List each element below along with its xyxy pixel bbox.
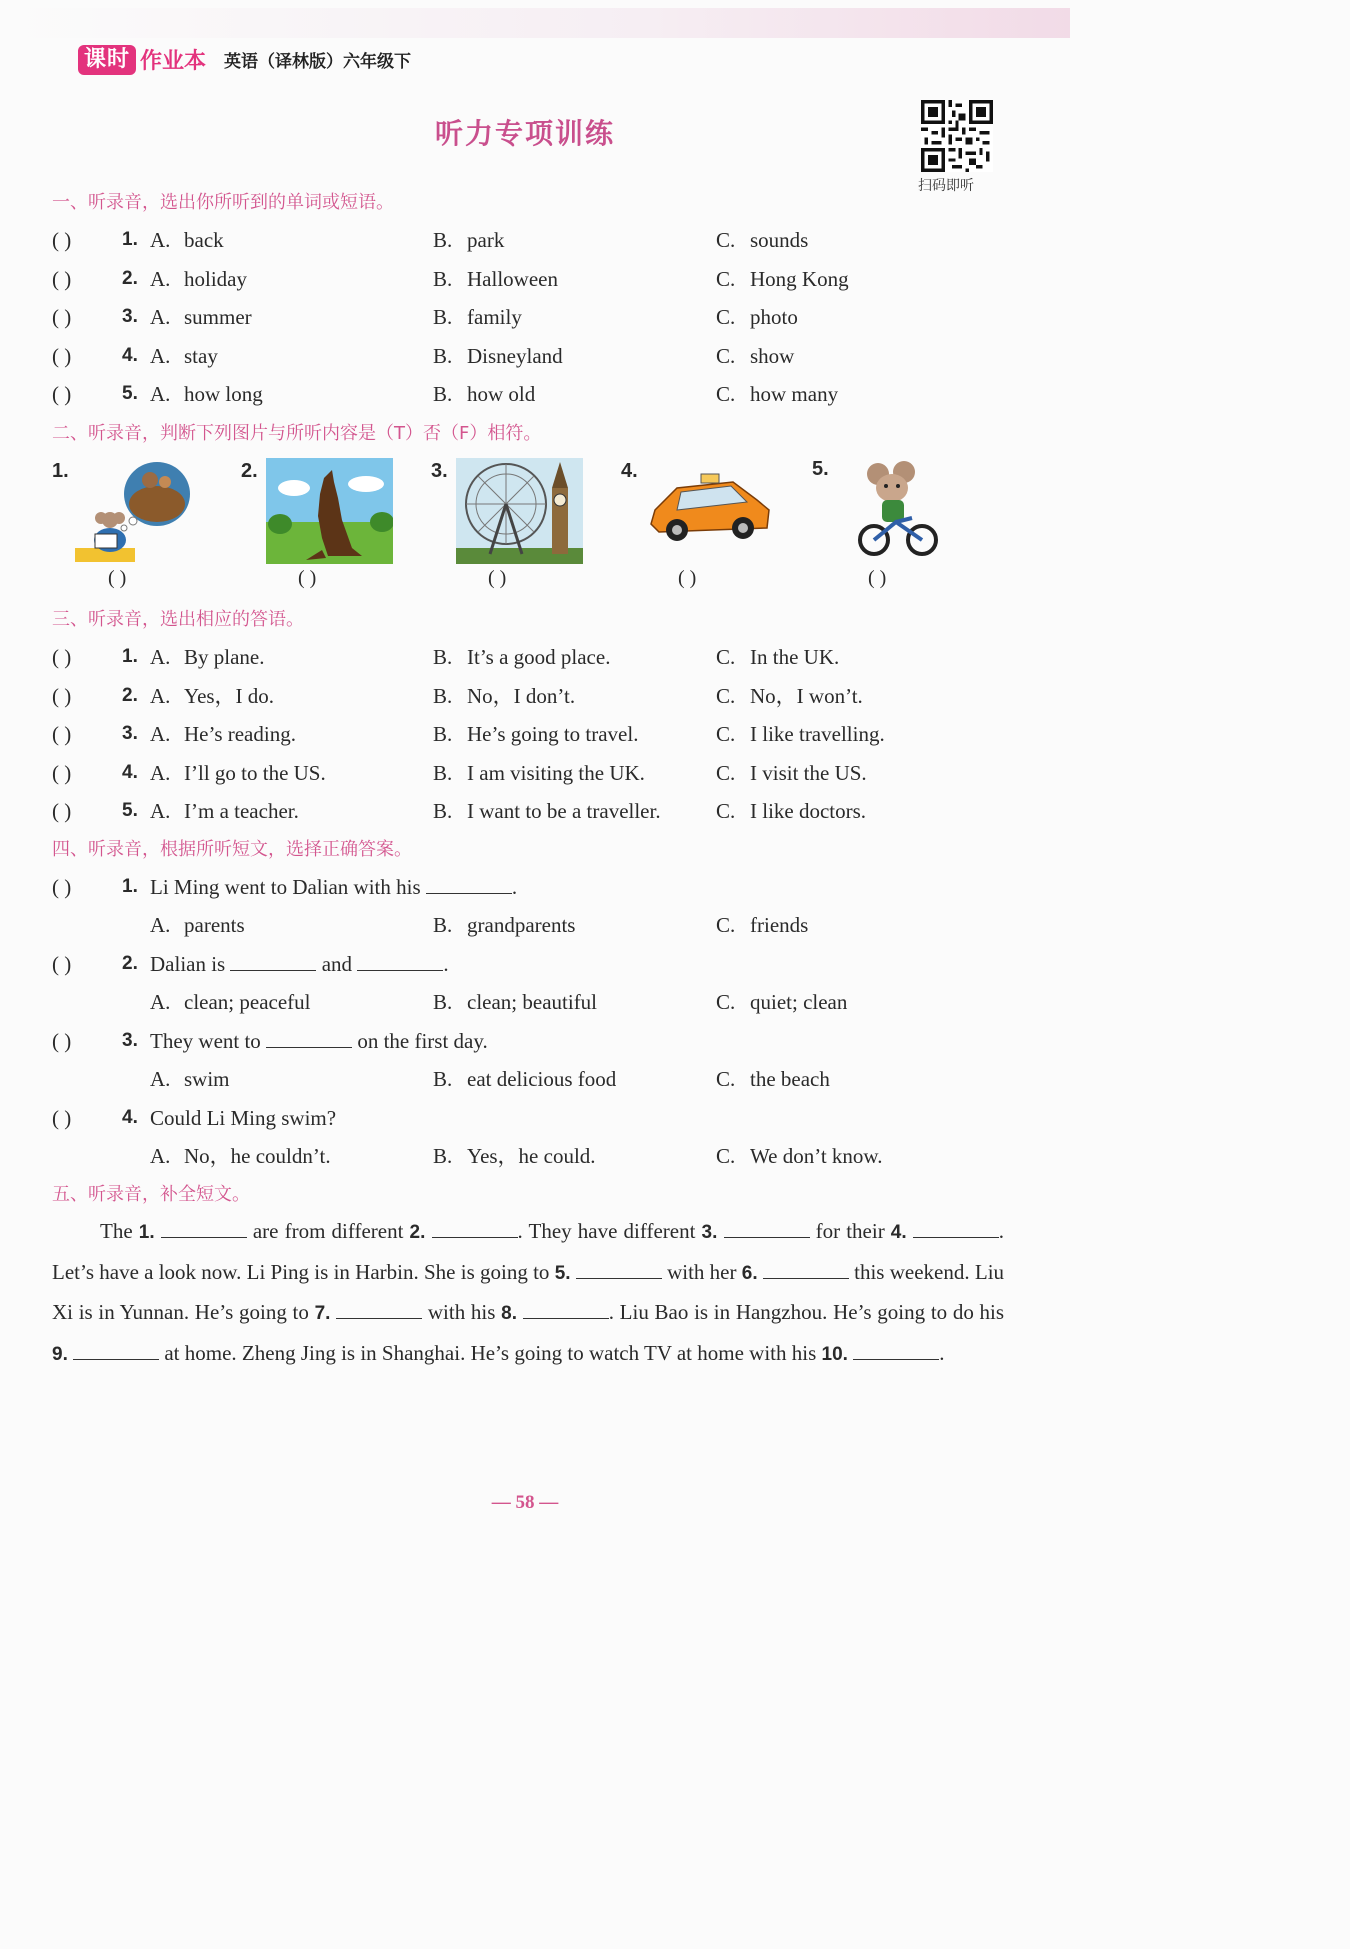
option-letter: A. [150,722,171,746]
section2-heading: 二、听录音，判断下列图片与所听内容是（T）否（F）相符。 [52,423,542,444]
option-a[interactable] [150,1141,331,1171]
option-letter: C. [716,343,736,368]
option-letter: C. [716,305,736,329]
question-row [52,642,1012,672]
option-letter: B. [433,722,453,746]
option-letter: B. [433,1144,453,1168]
option-letter: B. [433,799,453,823]
option-text: how many [750,382,839,406]
picture-number: 4. [621,460,638,482]
passage-text: . Liu Bao is in Hangzhou. He’s going to do his [608,1300,1005,1325]
answer-blank[interactable] [266,1027,352,1048]
picture-number: 5. [812,458,829,480]
question-number: 3. [122,723,138,744]
option-b[interactable] [433,719,638,749]
option-letter: A. [150,645,171,669]
stem-text: on the first day. [357,1029,488,1053]
option-text: No，I don’t. [467,683,576,708]
option-a[interactable] [150,987,311,1017]
answer-bracket[interactable]: ( ) [52,799,72,823]
answer-blank[interactable] [336,1298,422,1319]
blank-number: 5. [554,1262,571,1284]
option-text: family [467,305,522,329]
option-text: stay [184,343,218,368]
option-a[interactable] [150,681,274,711]
question-number: 4. [122,344,138,366]
question-number: 3. [122,306,138,327]
question-row [52,302,1012,332]
passage-text: with his [427,1300,496,1325]
question-row [52,949,1012,979]
option-a[interactable] [150,225,224,255]
option-a[interactable] [150,341,218,371]
option-a[interactable] [150,910,245,940]
answer-bracket[interactable]: ( ) [298,567,317,589]
question-number: 1. [122,646,138,667]
passage-text: The [100,1219,133,1243]
question-number: 4. [122,761,138,783]
question-number: 2. [122,267,138,289]
option-text: how old [467,382,536,406]
answer-bracket[interactable]: ( ) [52,382,72,406]
blank-number: 7. [314,1303,331,1325]
answer-blank[interactable] [853,1339,939,1360]
option-b[interactable] [433,225,504,255]
option-a[interactable] [150,796,299,826]
option-text: the beach [750,1067,830,1091]
answer-bracket[interactable]: ( ) [52,1029,72,1053]
option-b[interactable] [433,910,575,940]
answer-blank[interactable] [161,1217,247,1238]
answer-blank[interactable] [913,1217,999,1238]
option-text: He’s going to travel. [467,722,639,746]
stem-text: Dalian is [150,952,226,976]
blank-number: 2. [409,1222,426,1243]
option-text: Yes，he could. [467,1144,596,1168]
answer-blank[interactable] [523,1298,609,1319]
brand-name: 作业本 [140,49,207,74]
option-text: I like doctors. [750,799,867,823]
option-letter: C. [716,990,736,1014]
answer-blank[interactable] [426,873,512,894]
picture-number: 2. [241,460,258,482]
option-letter: A. [150,913,171,937]
option-a[interactable] [150,264,247,294]
option-a[interactable] [150,642,264,672]
section3-heading: 三、听录音，选出相应的答语。 [52,609,304,630]
option-text: friends [750,913,809,937]
option-letter: C. [716,722,736,746]
option-c[interactable] [716,1141,882,1171]
picture-number: 3. [431,460,448,482]
option-text: quiet; clean [750,990,848,1014]
option-text: In the UK. [750,645,840,669]
question-row [52,341,1012,371]
blank-number: 10. [821,1343,848,1365]
question-row [52,719,1012,749]
option-letter: C. [716,913,736,937]
option-letter: C. [716,1144,736,1168]
option-letter: B. [433,990,453,1014]
page-number: — 58 — [491,1492,559,1513]
question-number: 4. [122,1107,138,1128]
answer-bracket[interactable]: ( ) [868,567,887,589]
header [78,44,411,75]
option-c[interactable] [716,1064,830,1094]
question-row [52,872,1012,902]
answer-bracket[interactable]: ( ) [52,266,72,291]
stem-text: . [511,875,518,899]
option-letter: B. [433,760,453,785]
question-number: 2. [122,684,138,706]
option-letter: B. [433,683,453,708]
stem-text: and [321,952,353,976]
option-text: grandparents [467,913,576,937]
option-b[interactable] [433,987,597,1017]
option-c[interactable] [716,302,798,332]
option-c[interactable] [716,642,839,672]
question-row [52,264,1012,294]
blank-number: 6. [741,1262,758,1284]
option-letter: A. [150,683,171,708]
option-b[interactable] [433,642,610,672]
option-letter: B. [433,1067,453,1091]
answer-blank[interactable] [73,1339,159,1360]
option-letter: B. [433,913,453,937]
option-letter: A. [150,760,171,785]
option-text: photo [750,305,798,329]
option-text: park [467,228,505,252]
option-letter: B. [433,645,453,669]
question-stem [150,1026,488,1056]
answer-bracket[interactable]: ( ) [52,343,72,368]
blank-number: 8. [501,1303,517,1325]
question-number: 5. [122,800,138,821]
answer-blank[interactable] [576,1258,662,1279]
option-text: I’m a teacher. [184,799,299,823]
option-text: It’s a good place. [467,645,611,669]
option-letter: C. [716,228,736,252]
option-text: how long [184,382,263,406]
option-b[interactable] [433,264,558,294]
options-row [52,910,1012,940]
option-c[interactable] [716,264,849,294]
option-b[interactable] [433,1141,596,1171]
option-letter: A. [150,305,171,329]
option-text: I’ll go to the US. [184,760,326,785]
answer-blank[interactable] [357,950,443,971]
option-text: parents [184,913,245,937]
passage-text: at home. Zheng Jing is in Shanghai. He’s going to watch TV at home with his [164,1340,817,1365]
question-row [52,379,1012,409]
picture-number: 1. [52,460,69,482]
option-b[interactable] [433,796,661,826]
answer-bracket[interactable]: ( ) [52,645,72,669]
mouse-on-bike-picture-icon [852,460,944,558]
option-letter: C. [716,382,736,406]
question-number: 1. [122,876,138,897]
option-a[interactable] [150,1064,230,1094]
stem-text: . [443,952,449,976]
option-text: I like travelling. [750,722,885,746]
passage-text: this weekend. Liu Xi is in Yunnan. He’s going to [52,1259,1005,1325]
blank-number: 4. [890,1222,907,1243]
option-text: swim [184,1067,230,1091]
option-text: Hong Kong [750,266,849,291]
option-letter: C. [716,266,736,291]
option-c[interactable] [716,681,863,711]
answer-bracket[interactable]: ( ) [52,1106,72,1130]
option-text: We don’t know. [750,1144,883,1168]
option-a[interactable] [150,719,296,749]
option-text: I am visiting the UK. [467,760,645,785]
option-b[interactable] [433,681,575,711]
answer-bracket[interactable]: ( ) [678,567,697,589]
option-c[interactable] [716,379,838,409]
option-c[interactable] [716,341,794,371]
answer-bracket[interactable]: ( ) [52,305,72,329]
answer-blank[interactable] [432,1217,518,1238]
option-c[interactable] [716,796,866,826]
option-text: I want to be a traveller. [467,799,661,823]
question-stem [150,872,517,902]
option-letter: A. [150,266,171,291]
option-text: Halloween [467,266,558,291]
dreaming-mouse-picture-icon [75,458,190,566]
option-b[interactable] [433,379,535,409]
option-a[interactable] [150,758,326,788]
option-letter: A. [150,1067,171,1091]
option-c[interactable] [716,910,808,940]
option-text: clean; beautiful [467,990,598,1014]
option-text: No，I won’t. [750,683,863,708]
qr-code-icon[interactable] [921,100,993,172]
question-row [52,1026,1012,1056]
section5-heading: 五、听录音，补全短文。 [52,1184,250,1205]
option-letter: A. [150,228,171,252]
option-b[interactable] [433,1064,616,1094]
option-text: Disneyland [467,343,563,368]
options-row [52,987,1012,1017]
option-text: show [750,343,795,368]
section1-heading: 一、听录音，选出你所听到的单词或短语。 [52,192,394,213]
answer-bracket[interactable]: ( ) [52,875,72,899]
passage-text: . Let’s have a look now. Li Ping is in Harbin. She is going to [52,1219,1005,1284]
option-letter: C. [716,799,736,823]
option-letter: A. [150,343,171,368]
option-letter: C. [716,760,736,785]
option-a[interactable] [150,302,252,332]
option-b[interactable] [433,302,522,332]
question-row [52,1103,1012,1133]
option-letter: C. [716,645,736,669]
answer-blank[interactable] [724,1217,810,1238]
answer-bracket[interactable]: ( ) [52,228,72,252]
option-b[interactable] [433,758,645,788]
question-stem [150,949,449,979]
passage-text: for their [815,1219,885,1243]
page-title: 听力专项训练 [434,117,615,150]
answer-bracket[interactable]: ( ) [488,567,507,589]
option-text: Yes，I do. [184,683,275,708]
kangaroo-picture-icon [266,458,393,564]
option-letter: B. [433,343,453,368]
answer-blank[interactable] [763,1258,849,1279]
stem-text: They went to [150,1029,261,1053]
option-a[interactable] [150,379,263,409]
option-letter: A. [150,382,171,406]
blank-number: 9. [52,1343,68,1365]
top-decor-band [15,8,1070,38]
option-c[interactable] [716,758,867,788]
stem-text: Could Li Ming swim? [150,1106,337,1130]
question-number: 1. [122,229,138,250]
option-text: sounds [750,228,809,252]
option-text: holiday [184,266,247,291]
option-letter: B. [433,382,453,406]
taxi-picture-icon [647,470,773,546]
option-letter: A. [150,799,171,823]
option-b[interactable] [433,341,563,371]
answer-bracket[interactable]: ( ) [52,952,72,976]
question-number: 2. [122,953,138,974]
options-row [52,1064,1012,1094]
option-text: By plane. [184,645,265,669]
passage-text: . [939,1340,945,1365]
blank-number: 3. [701,1222,718,1243]
option-letter: B. [433,305,453,329]
answer-blank[interactable] [230,950,316,971]
option-text: eat delicious food [467,1067,617,1091]
option-text: No，he couldn’t. [184,1144,331,1168]
option-letter: B. [433,266,453,291]
answer-bracket[interactable]: ( ) [52,760,72,785]
answer-bracket[interactable]: ( ) [52,722,72,746]
options-row [52,1141,1012,1171]
question-stem [150,1103,336,1133]
question-row [52,225,1012,255]
option-letter: B. [433,228,453,252]
question-number: 3. [122,1030,138,1051]
section4-heading: 四、听录音，根据所听短文，选择正确答案。 [52,839,412,860]
answer-bracket[interactable]: ( ) [52,683,72,708]
passage-text: are from different [252,1219,404,1243]
question-row [52,681,1012,711]
option-letter: C. [716,683,736,708]
passage-text: with her [667,1259,737,1284]
option-text: He’s reading. [184,722,296,746]
question-row [52,758,1012,788]
question-row [52,796,1012,826]
option-c[interactable] [716,719,885,749]
question-number: 5. [122,383,138,404]
brand-logo: 课时 [78,45,136,75]
option-text: back [184,228,224,252]
option-letter: A. [150,990,171,1014]
option-letter: C. [716,1067,736,1091]
option-letter: A. [150,1144,171,1168]
option-c[interactable] [716,225,808,255]
qr-label: 扫码即听 [918,178,974,194]
answer-bracket[interactable]: ( ) [108,567,127,589]
cloze-passage [52,1212,1004,1374]
passage-text: . They have different [517,1219,696,1243]
book-title: 英语（译林版）六年级下 [224,52,412,72]
stem-text: Li Ming went to Dalian with his [150,875,421,899]
option-text: summer [184,305,252,329]
option-text: clean; peaceful [184,990,311,1014]
option-text: I visit the US. [750,760,867,785]
london-eye-big-ben-picture-icon [456,458,583,564]
option-c[interactable] [716,987,847,1017]
blank-number: 1. [138,1222,155,1243]
